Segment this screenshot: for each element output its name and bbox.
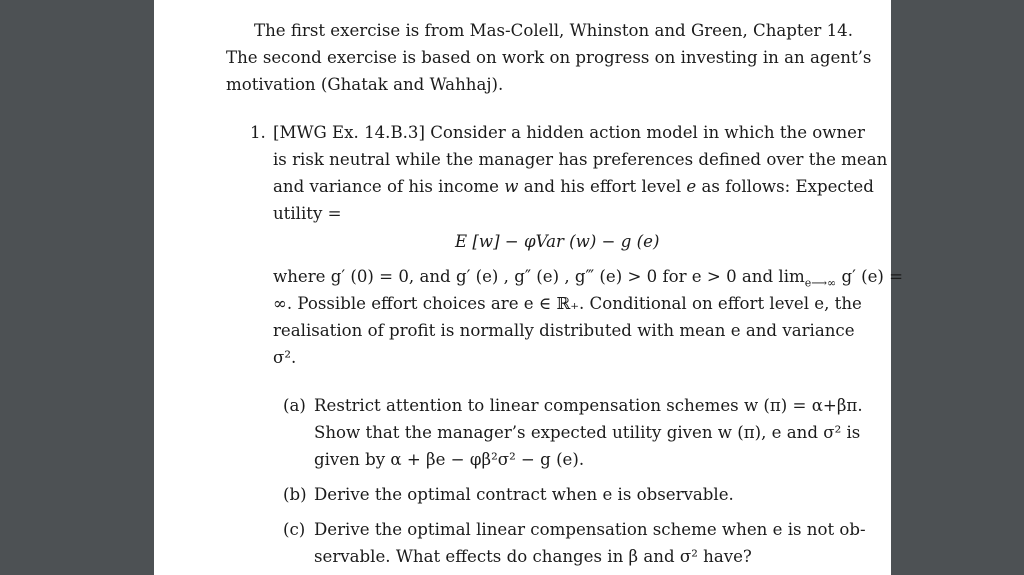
question-line-8: σ².: [273, 348, 297, 367]
part-a-label: (a): [283, 396, 306, 415]
question-number: 1.: [250, 123, 266, 142]
part-a-line-3: given by α + βe − φβ²σ² − g (e).: [314, 450, 585, 469]
part-c-line-1: Derive the optimal linear compensation scheme when e is not ob-: [314, 520, 866, 539]
document-page: [154, 0, 904, 575]
question-line-2: is risk neutral while the manager has preferences defined over the mean: [273, 150, 888, 169]
question-line-4: utility =: [273, 204, 342, 223]
question-line-7: realisation of profit is normally distributed with mean e and variance: [273, 321, 855, 340]
part-c-line-2: servable. What effects do changes in β and σ² have?: [314, 547, 752, 566]
part-b-line-1: Derive the optimal contract when e is observable.: [314, 485, 734, 504]
question-line-3: and variance of his income w and his effort level e as follows: Expected: [273, 177, 874, 196]
question-line-1: [MWG Ex. 14.B.3] Consider a hidden action model in which the owner: [273, 123, 865, 142]
intro-line-1: The first exercise is from Mas-Colell, Whinston and Green, Chapter 14.: [254, 21, 854, 40]
question-line-6: ∞. Possible effort choices are e ∈ ℝ₊. Conditional on effort level e, the: [273, 294, 862, 313]
part-b-label: (b): [283, 485, 307, 504]
part-a-line-1: Restrict attention to linear compensation schemes w (π) = α+βπ.: [314, 396, 863, 415]
question-line-5: where g′ (0) = 0, and g′ (e) , g″ (e) , g‴ (e) > 0 for e > 0 and $\lim_{e⟶\infty} g'$ (e) =: [273, 267, 904, 290]
intro-line-2: The second exercise is based on work on progress on investing in an agent’s: [226, 48, 872, 67]
left-margin-bar: [0, 0, 154, 575]
utility-equation: E [w] − φVar (w) − g (e): [455, 232, 660, 251]
intro-line-3: motivation (Ghatak and Wahhaj).: [226, 75, 504, 94]
right-margin-bar: [891, 0, 1024, 575]
part-c-label: (c): [283, 520, 306, 539]
part-a-line-2: Show that the manager’s expected utility given w (π), e and σ² is: [314, 423, 861, 442]
